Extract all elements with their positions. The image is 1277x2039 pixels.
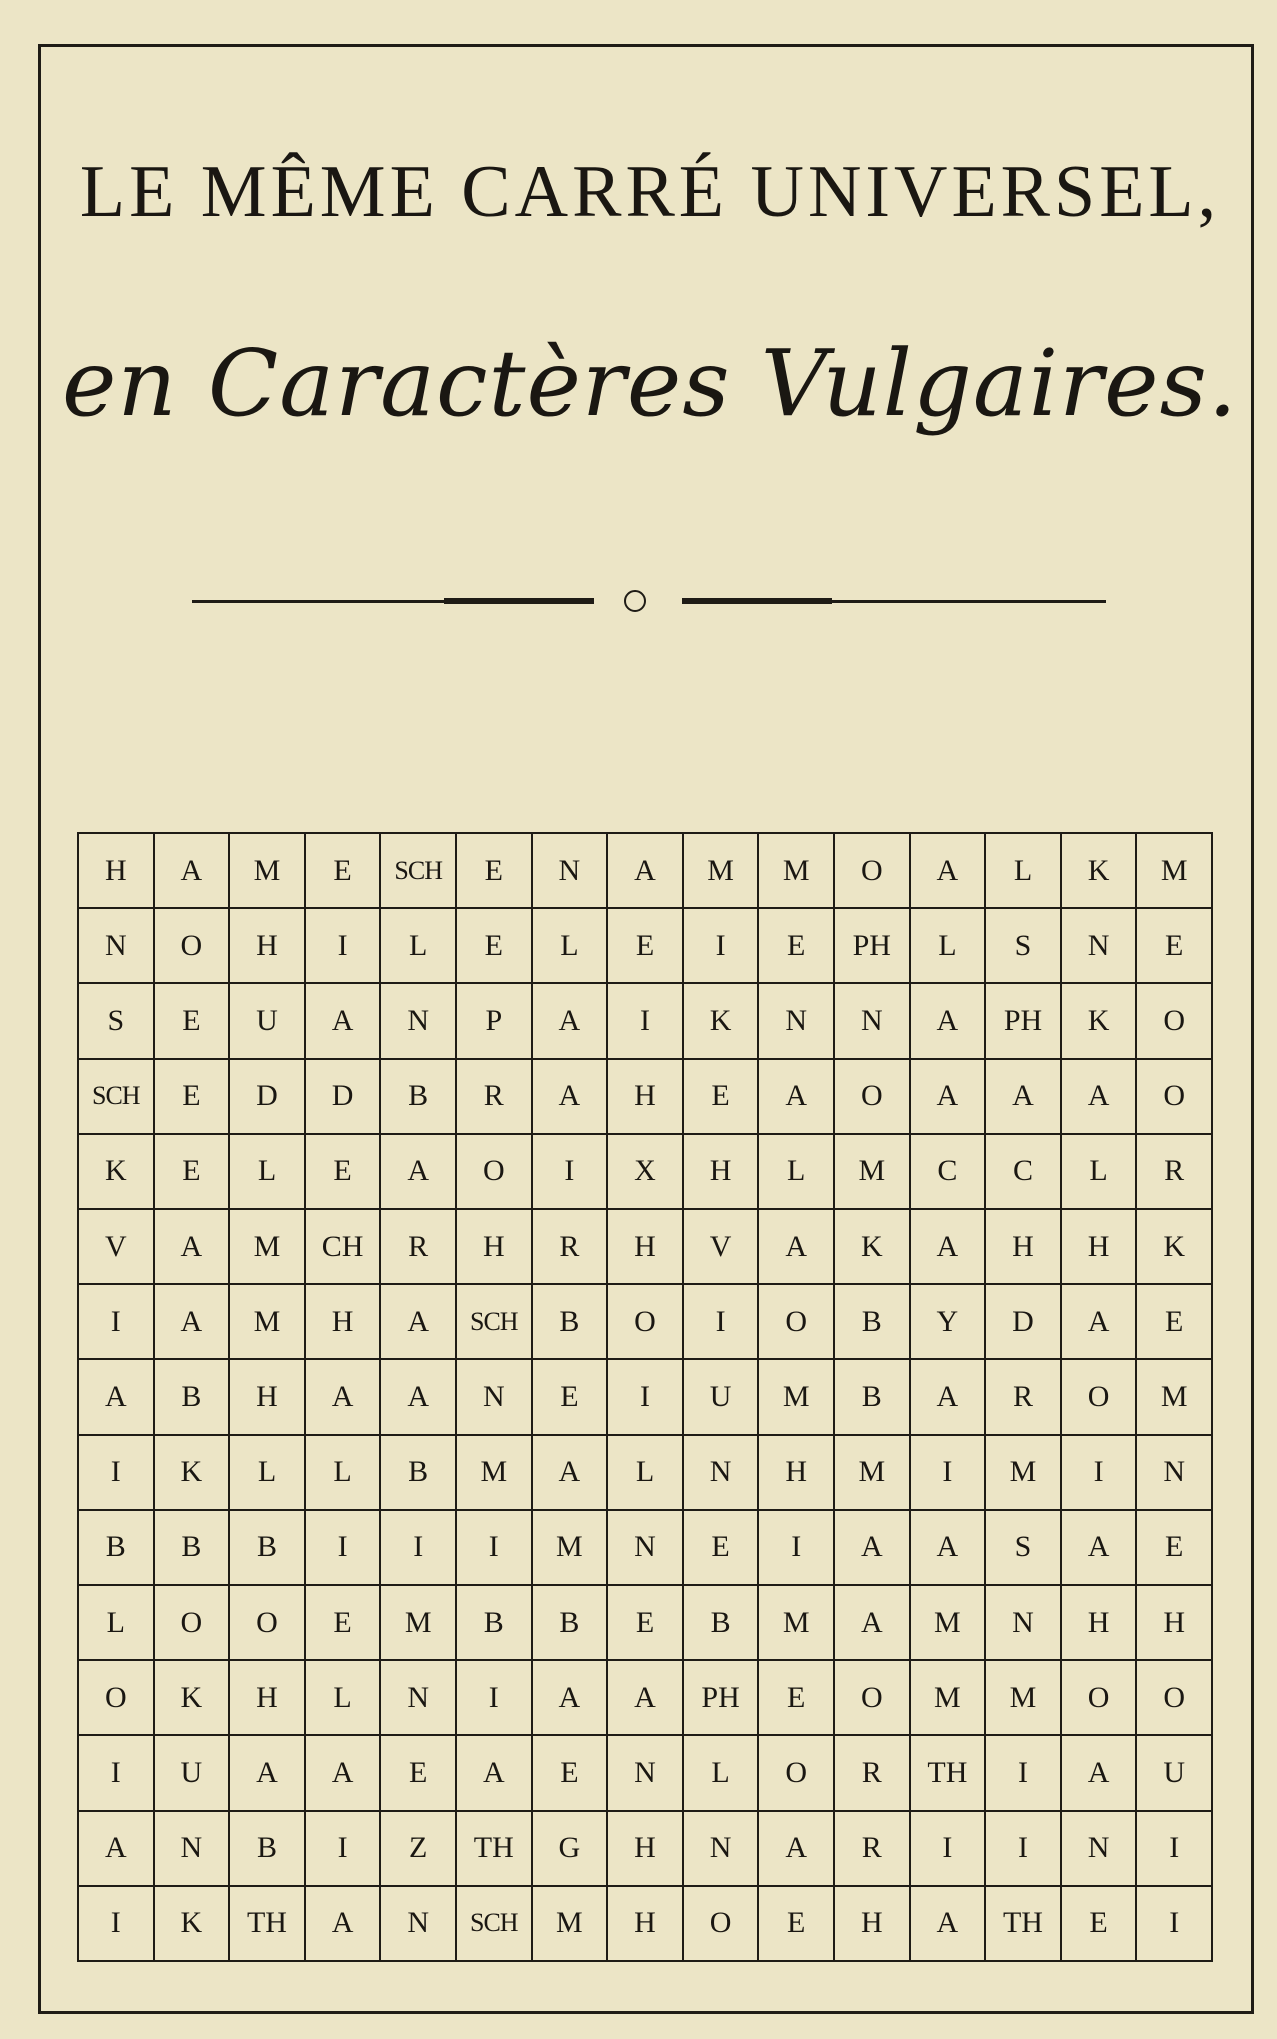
grid-cell: I xyxy=(306,1812,382,1887)
grid-cell: M xyxy=(1137,1360,1213,1435)
grid-cell: B xyxy=(457,1586,533,1661)
grid-cell: K xyxy=(79,1135,155,1210)
grid-cell: E xyxy=(306,1135,382,1210)
grid-cell: M xyxy=(381,1586,457,1661)
grid-cell: R xyxy=(835,1736,911,1811)
grid-cell: R xyxy=(381,1210,457,1285)
grid-cell: H xyxy=(835,1887,911,1962)
grid-cell: H xyxy=(230,909,306,984)
grid-cell: N xyxy=(381,984,457,1059)
grid-cell: R xyxy=(835,1812,911,1887)
grid-cell: M xyxy=(230,1210,306,1285)
grid-cell: S xyxy=(79,984,155,1059)
grid-cell: L xyxy=(306,1661,382,1736)
grid-cell: E xyxy=(306,834,382,909)
grid-cell: A xyxy=(1062,1060,1138,1135)
grid-cell: O xyxy=(759,1285,835,1360)
grid-cell: A xyxy=(835,1511,911,1586)
grid-cell: Y xyxy=(911,1285,987,1360)
grid-cell: H xyxy=(608,1887,684,1962)
grid-cell: H xyxy=(230,1661,306,1736)
grid-cell: A xyxy=(608,1661,684,1736)
grid-cell: E xyxy=(1062,1887,1138,1962)
grid-cell: I xyxy=(1137,1812,1213,1887)
grid-cell: N xyxy=(608,1511,684,1586)
grid-cell: U xyxy=(155,1736,231,1811)
grid-cell: M xyxy=(835,1135,911,1210)
grid-cell: I xyxy=(684,1285,760,1360)
grid-cell: L xyxy=(1062,1135,1138,1210)
grid-cell: M xyxy=(835,1436,911,1511)
grid-cell: E xyxy=(1137,909,1213,984)
grid-cell: M xyxy=(759,1586,835,1661)
grid-cell: O xyxy=(230,1586,306,1661)
ornament-circle-icon xyxy=(624,590,646,612)
grid-cell: R xyxy=(457,1060,533,1135)
grid-cell: M xyxy=(986,1661,1062,1736)
grid-cell: E xyxy=(155,984,231,1059)
grid-cell: A xyxy=(306,1736,382,1811)
grid-cell: E xyxy=(457,834,533,909)
grid-cell: H xyxy=(1062,1210,1138,1285)
grid-cell: M xyxy=(911,1661,987,1736)
grid-cell: N xyxy=(759,984,835,1059)
grid-cell: Z xyxy=(381,1812,457,1887)
grid-cell: K xyxy=(155,1661,231,1736)
grid-cell: B xyxy=(684,1586,760,1661)
grid-cell: D xyxy=(986,1285,1062,1360)
grid-cell: SCH xyxy=(457,1887,533,1962)
grid-cell: E xyxy=(608,1586,684,1661)
grid-cell: K xyxy=(684,984,760,1059)
grid-cell: PH xyxy=(684,1661,760,1736)
grid-cell: I xyxy=(608,1360,684,1435)
grid-cell: N xyxy=(155,1812,231,1887)
grid-cell: A xyxy=(1062,1736,1138,1811)
grid-cell: O xyxy=(457,1135,533,1210)
grid-cell: B xyxy=(155,1360,231,1435)
grid-cell: H xyxy=(608,1060,684,1135)
grid-cell: O xyxy=(684,1887,760,1962)
grid-cell: O xyxy=(1137,1661,1213,1736)
grid-cell: M xyxy=(533,1887,609,1962)
grid-cell: B xyxy=(155,1511,231,1586)
grid-cell: R xyxy=(533,1210,609,1285)
grid-cell: H xyxy=(608,1210,684,1285)
letter-square-grid xyxy=(77,832,1213,1962)
grid-cell: B xyxy=(79,1511,155,1586)
grid-cell: O xyxy=(79,1661,155,1736)
grid-cell: E xyxy=(684,1511,760,1586)
grid-cell: H xyxy=(1062,1586,1138,1661)
grid-cell: A xyxy=(79,1812,155,1887)
grid-cell: K xyxy=(835,1210,911,1285)
grid-cell: H xyxy=(306,1285,382,1360)
grid-cell: L xyxy=(306,1436,382,1511)
grid-cell: V xyxy=(79,1210,155,1285)
grid-cell: O xyxy=(1137,1060,1213,1135)
grid-cell: CH xyxy=(306,1210,382,1285)
grid-cell: B xyxy=(381,1436,457,1511)
grid-cell: E xyxy=(759,909,835,984)
grid-cell: N xyxy=(684,1436,760,1511)
grid-cell: I xyxy=(381,1511,457,1586)
grid-cell: I xyxy=(79,1736,155,1811)
grid-cell: A xyxy=(911,1210,987,1285)
grid-cell: H xyxy=(608,1812,684,1887)
grid-cell: N xyxy=(381,1887,457,1962)
grid-cell: G xyxy=(533,1812,609,1887)
grid-cell: O xyxy=(759,1736,835,1811)
grid-cell: B xyxy=(835,1285,911,1360)
grid-cell: E xyxy=(457,909,533,984)
grid-cell: L xyxy=(684,1736,760,1811)
grid-cell: L xyxy=(759,1135,835,1210)
grid-cell: E xyxy=(155,1135,231,1210)
grid-cell: A xyxy=(457,1736,533,1811)
grid-cell: E xyxy=(684,1060,760,1135)
grid-cell: A xyxy=(306,1360,382,1435)
grid-cell: L xyxy=(608,1436,684,1511)
ornament-rule-right xyxy=(682,600,1106,603)
grid-cell: N xyxy=(986,1586,1062,1661)
grid-cell: S xyxy=(986,1511,1062,1586)
grid-cell: A xyxy=(986,1060,1062,1135)
grid-cell: E xyxy=(306,1586,382,1661)
grid-cell: B xyxy=(230,1511,306,1586)
grid-cell: PH xyxy=(835,909,911,984)
grid-cell: A xyxy=(911,1360,987,1435)
grid-cell: A xyxy=(306,984,382,1059)
grid-cell: M xyxy=(457,1436,533,1511)
grid-cell: SCH xyxy=(79,1060,155,1135)
grid-cell: L xyxy=(533,909,609,984)
grid-cell: U xyxy=(230,984,306,1059)
grid-cell: O xyxy=(155,909,231,984)
grid-cell: C xyxy=(986,1135,1062,1210)
grid-cell: M xyxy=(230,1285,306,1360)
grid-cell: A xyxy=(911,984,987,1059)
grid-cell: N xyxy=(608,1736,684,1811)
grid-cell: N xyxy=(835,984,911,1059)
grid-cell: N xyxy=(457,1360,533,1435)
grid-cell: I xyxy=(759,1511,835,1586)
grid-cell: H xyxy=(79,834,155,909)
grid-cell: A xyxy=(911,834,987,909)
grid-cell: O xyxy=(608,1285,684,1360)
grid-cell: K xyxy=(155,1887,231,1962)
grid-cell: N xyxy=(684,1812,760,1887)
grid-cell: H xyxy=(986,1210,1062,1285)
grid-cell: I xyxy=(457,1661,533,1736)
grid-cell: I xyxy=(911,1436,987,1511)
grid-cell: L xyxy=(381,909,457,984)
grid-cell: O xyxy=(1137,984,1213,1059)
grid-cell: A xyxy=(306,1887,382,1962)
grid-cell: K xyxy=(1062,834,1138,909)
grid-cell: B xyxy=(533,1586,609,1661)
grid-cell: O xyxy=(1062,1661,1138,1736)
grid-cell: I xyxy=(684,909,760,984)
grid-cell: A xyxy=(911,1887,987,1962)
grid-cell: I xyxy=(306,909,382,984)
grid-cell: A xyxy=(835,1586,911,1661)
grid-cell: U xyxy=(1137,1736,1213,1811)
grid-cell: U xyxy=(684,1360,760,1435)
grid-cell: A xyxy=(381,1135,457,1210)
grid-cell: I xyxy=(911,1812,987,1887)
grid-cell: SCH xyxy=(457,1285,533,1360)
grid-cell: A xyxy=(533,1060,609,1135)
grid-cell: M xyxy=(1137,834,1213,909)
grid-cell: H xyxy=(457,1210,533,1285)
grid-cell: A xyxy=(230,1736,306,1811)
grid-cell: H xyxy=(759,1436,835,1511)
grid-cell: K xyxy=(1062,984,1138,1059)
grid-cell: I xyxy=(1137,1887,1213,1962)
grid-cell: I xyxy=(79,1285,155,1360)
grid-cell: TH xyxy=(911,1736,987,1811)
grid-cell: E xyxy=(608,909,684,984)
grid-cell: M xyxy=(986,1436,1062,1511)
grid-cell: L xyxy=(230,1436,306,1511)
grid-cell: B xyxy=(381,1060,457,1135)
grid-cell: L xyxy=(230,1135,306,1210)
grid-cell: A xyxy=(1062,1511,1138,1586)
grid-cell: A xyxy=(79,1360,155,1435)
grid-cell: I xyxy=(608,984,684,1059)
grid-cell: B xyxy=(533,1285,609,1360)
grid-cell: A xyxy=(608,834,684,909)
grid-cell: M xyxy=(759,1360,835,1435)
grid-cell: E xyxy=(381,1736,457,1811)
grid-cell: R xyxy=(1137,1135,1213,1210)
grid-cell: TH xyxy=(986,1887,1062,1962)
grid-cell: E xyxy=(1137,1285,1213,1360)
grid-cell: V xyxy=(684,1210,760,1285)
grid-cell: O xyxy=(835,1661,911,1736)
grid-cell: E xyxy=(759,1661,835,1736)
grid-cell: TH xyxy=(457,1812,533,1887)
grid-cell: N xyxy=(381,1661,457,1736)
ornament-rule-left xyxy=(192,600,594,603)
grid-cell: I xyxy=(306,1511,382,1586)
grid-cell: A xyxy=(381,1360,457,1435)
grid-cell: N xyxy=(533,834,609,909)
grid-cell: A xyxy=(155,1285,231,1360)
grid-cell: L xyxy=(986,834,1062,909)
grid-cell: A xyxy=(533,1661,609,1736)
grid-cell: X xyxy=(608,1135,684,1210)
grid-cell: A xyxy=(533,1436,609,1511)
grid-cell: I xyxy=(533,1135,609,1210)
page-subtitle: en Caractères Vulgaires. xyxy=(61,330,1239,437)
grid-cell: P xyxy=(457,984,533,1059)
grid-cell: PH xyxy=(986,984,1062,1059)
grid-cell: C xyxy=(911,1135,987,1210)
grid-cell: H xyxy=(684,1135,760,1210)
grid-cell: L xyxy=(911,909,987,984)
grid-cell: E xyxy=(533,1736,609,1811)
grid-cell: S xyxy=(986,909,1062,984)
grid-cell: M xyxy=(230,834,306,909)
grid-cell: N xyxy=(79,909,155,984)
grid-cell: I xyxy=(1062,1436,1138,1511)
grid-cell: L xyxy=(79,1586,155,1661)
grid-cell: N xyxy=(1137,1436,1213,1511)
grid-cell: A xyxy=(759,1060,835,1135)
grid-cell: A xyxy=(911,1060,987,1135)
grid-cell: I xyxy=(986,1812,1062,1887)
grid-cell: M xyxy=(911,1586,987,1661)
grid-cell: B xyxy=(230,1812,306,1887)
grid-cell: N xyxy=(1062,1812,1138,1887)
grid-cell: K xyxy=(1137,1210,1213,1285)
grid-cell: H xyxy=(230,1360,306,1435)
grid-cell: A xyxy=(381,1285,457,1360)
grid-cell: N xyxy=(1062,909,1138,984)
grid-cell: O xyxy=(835,1060,911,1135)
grid-cell: O xyxy=(1062,1360,1138,1435)
grid-cell: D xyxy=(230,1060,306,1135)
grid-cell: I xyxy=(79,1436,155,1511)
grid-cell: M xyxy=(684,834,760,909)
grid-cell: I xyxy=(986,1736,1062,1811)
grid-cell: TH xyxy=(230,1887,306,1962)
grid-cell: R xyxy=(986,1360,1062,1435)
grid-cell: E xyxy=(155,1060,231,1135)
grid-cell: I xyxy=(457,1511,533,1586)
grid-cell: E xyxy=(1137,1511,1213,1586)
grid-cell: A xyxy=(155,834,231,909)
grid-cell: A xyxy=(759,1210,835,1285)
grid-cell: B xyxy=(835,1360,911,1435)
grid-cell: A xyxy=(1062,1285,1138,1360)
grid-cell: M xyxy=(759,834,835,909)
grid-cell: H xyxy=(1137,1586,1213,1661)
page-title: LE MÊME CARRÉ UNIVERSEL, xyxy=(79,151,1221,233)
grid-cell: I xyxy=(79,1887,155,1962)
grid-cell: SCH xyxy=(381,834,457,909)
grid-cell: A xyxy=(155,1210,231,1285)
grid-cell: M xyxy=(533,1511,609,1586)
grid-cell: A xyxy=(533,984,609,1059)
grid-cell: O xyxy=(155,1586,231,1661)
grid-cell: E xyxy=(533,1360,609,1435)
grid-cell: D xyxy=(306,1060,382,1135)
grid-cell: A xyxy=(911,1511,987,1586)
grid-cell: E xyxy=(759,1887,835,1962)
grid-cell: K xyxy=(155,1436,231,1511)
grid-cell: O xyxy=(835,834,911,909)
grid-cell: A xyxy=(759,1812,835,1887)
